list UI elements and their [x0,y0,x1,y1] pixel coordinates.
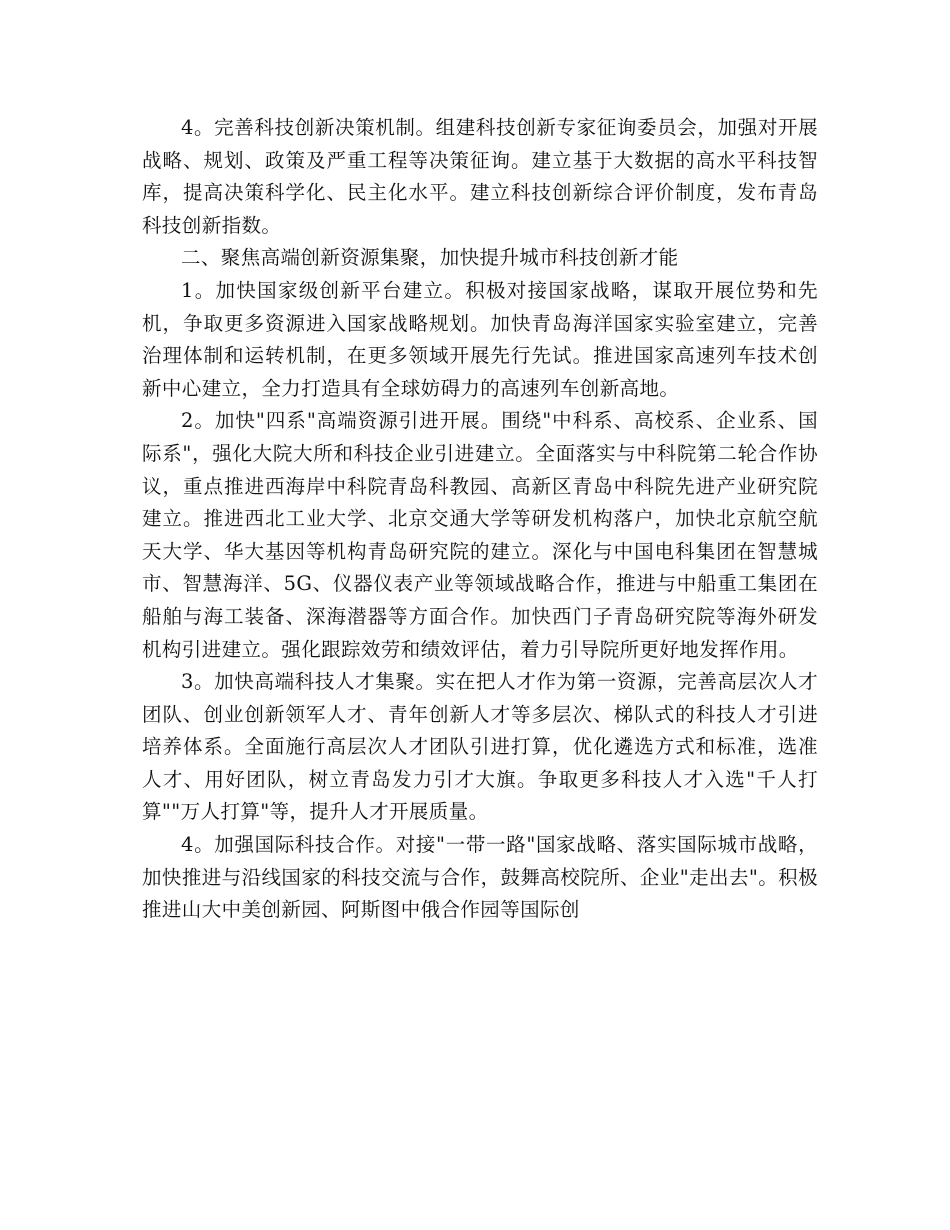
paragraph-four-systems: 2。加快"四系"高端资源引进开展。围绕"中科系、高校系、企业系、国际系"，强化大院大所和科技企业引进建立。全面落实与中科院第二轮合作协议，重点推进西海岸中科院青岛科教园、高新区青岛中科院先进产业研究院建立。推进西北工业大学、北京交通大学等研发机构落户，加快北京航空航天大学、华大基因等机构青岛研究院的建立。深化与中国电科集团在智慧城市、智慧海洋、5G、仪器仪表产业等领域战略合作，推进与中船重工集团在船舶与海工装备、深海潜器等方面合作。加快西门子青岛研究院等海外研发机构引进建立。强化跟踪效劳和绩效评估，着力引导院所更好地发挥作用。 [142,409,818,661]
paragraph-international-cooperation: 4。加强国际科技合作。对接"一带一路"国家战略、落实国际城市战略，加快推进与沿线国家的科技交流与合作，鼓舞高校院所、企业"走出去"。积极推进山大中美创新园、阿斯图中俄合作园等国际创 [142,833,818,922]
paragraph-talent-gathering: 3。加快高端科技人才集聚。实在把人才作为第一资源，完善高层次人才团队、创业创新领军人才、青年创新人才等多层次、梯队式的科技人才引进培养体系。全面施行高层次人才团队引进打算，优化遴选方式和标准，选准人才、用好团队，树立青岛发力引才大旗。争取更多科技人才入选"千人打算""万人打算"等，提升人才开展质量。 [142,670,818,824]
section-heading-two: 二、聚焦高端创新资源集聚，加快提升城市科技创新才能 [181,246,679,270]
paragraph-national-platform: 1。加快国家级创新平台建立。积极对接国家战略，谋取开展位势和先机，争取更多资源进入国家战略规划。加快青岛海洋国家实验室建立，完善治理体制和运转机制，在更多领域开展先行先试。推进国家高速列车技术创新中心建立，全力打造具有全球妨碍力的高速列车创新高地。 [142,278,818,400]
document-body [142,112,818,927]
paragraph-decision-mechanism: 4。完善科技创新决策机制。组建科技创新专家征询委员会，加强对开展战略、规划、政策及严重工程等决策征询。建立基于大数据的高水平科技智库，提高决策科学化、民主化水平。建立科技创新综合评价制度，发布青岛科技创新指数。 [142,116,818,237]
